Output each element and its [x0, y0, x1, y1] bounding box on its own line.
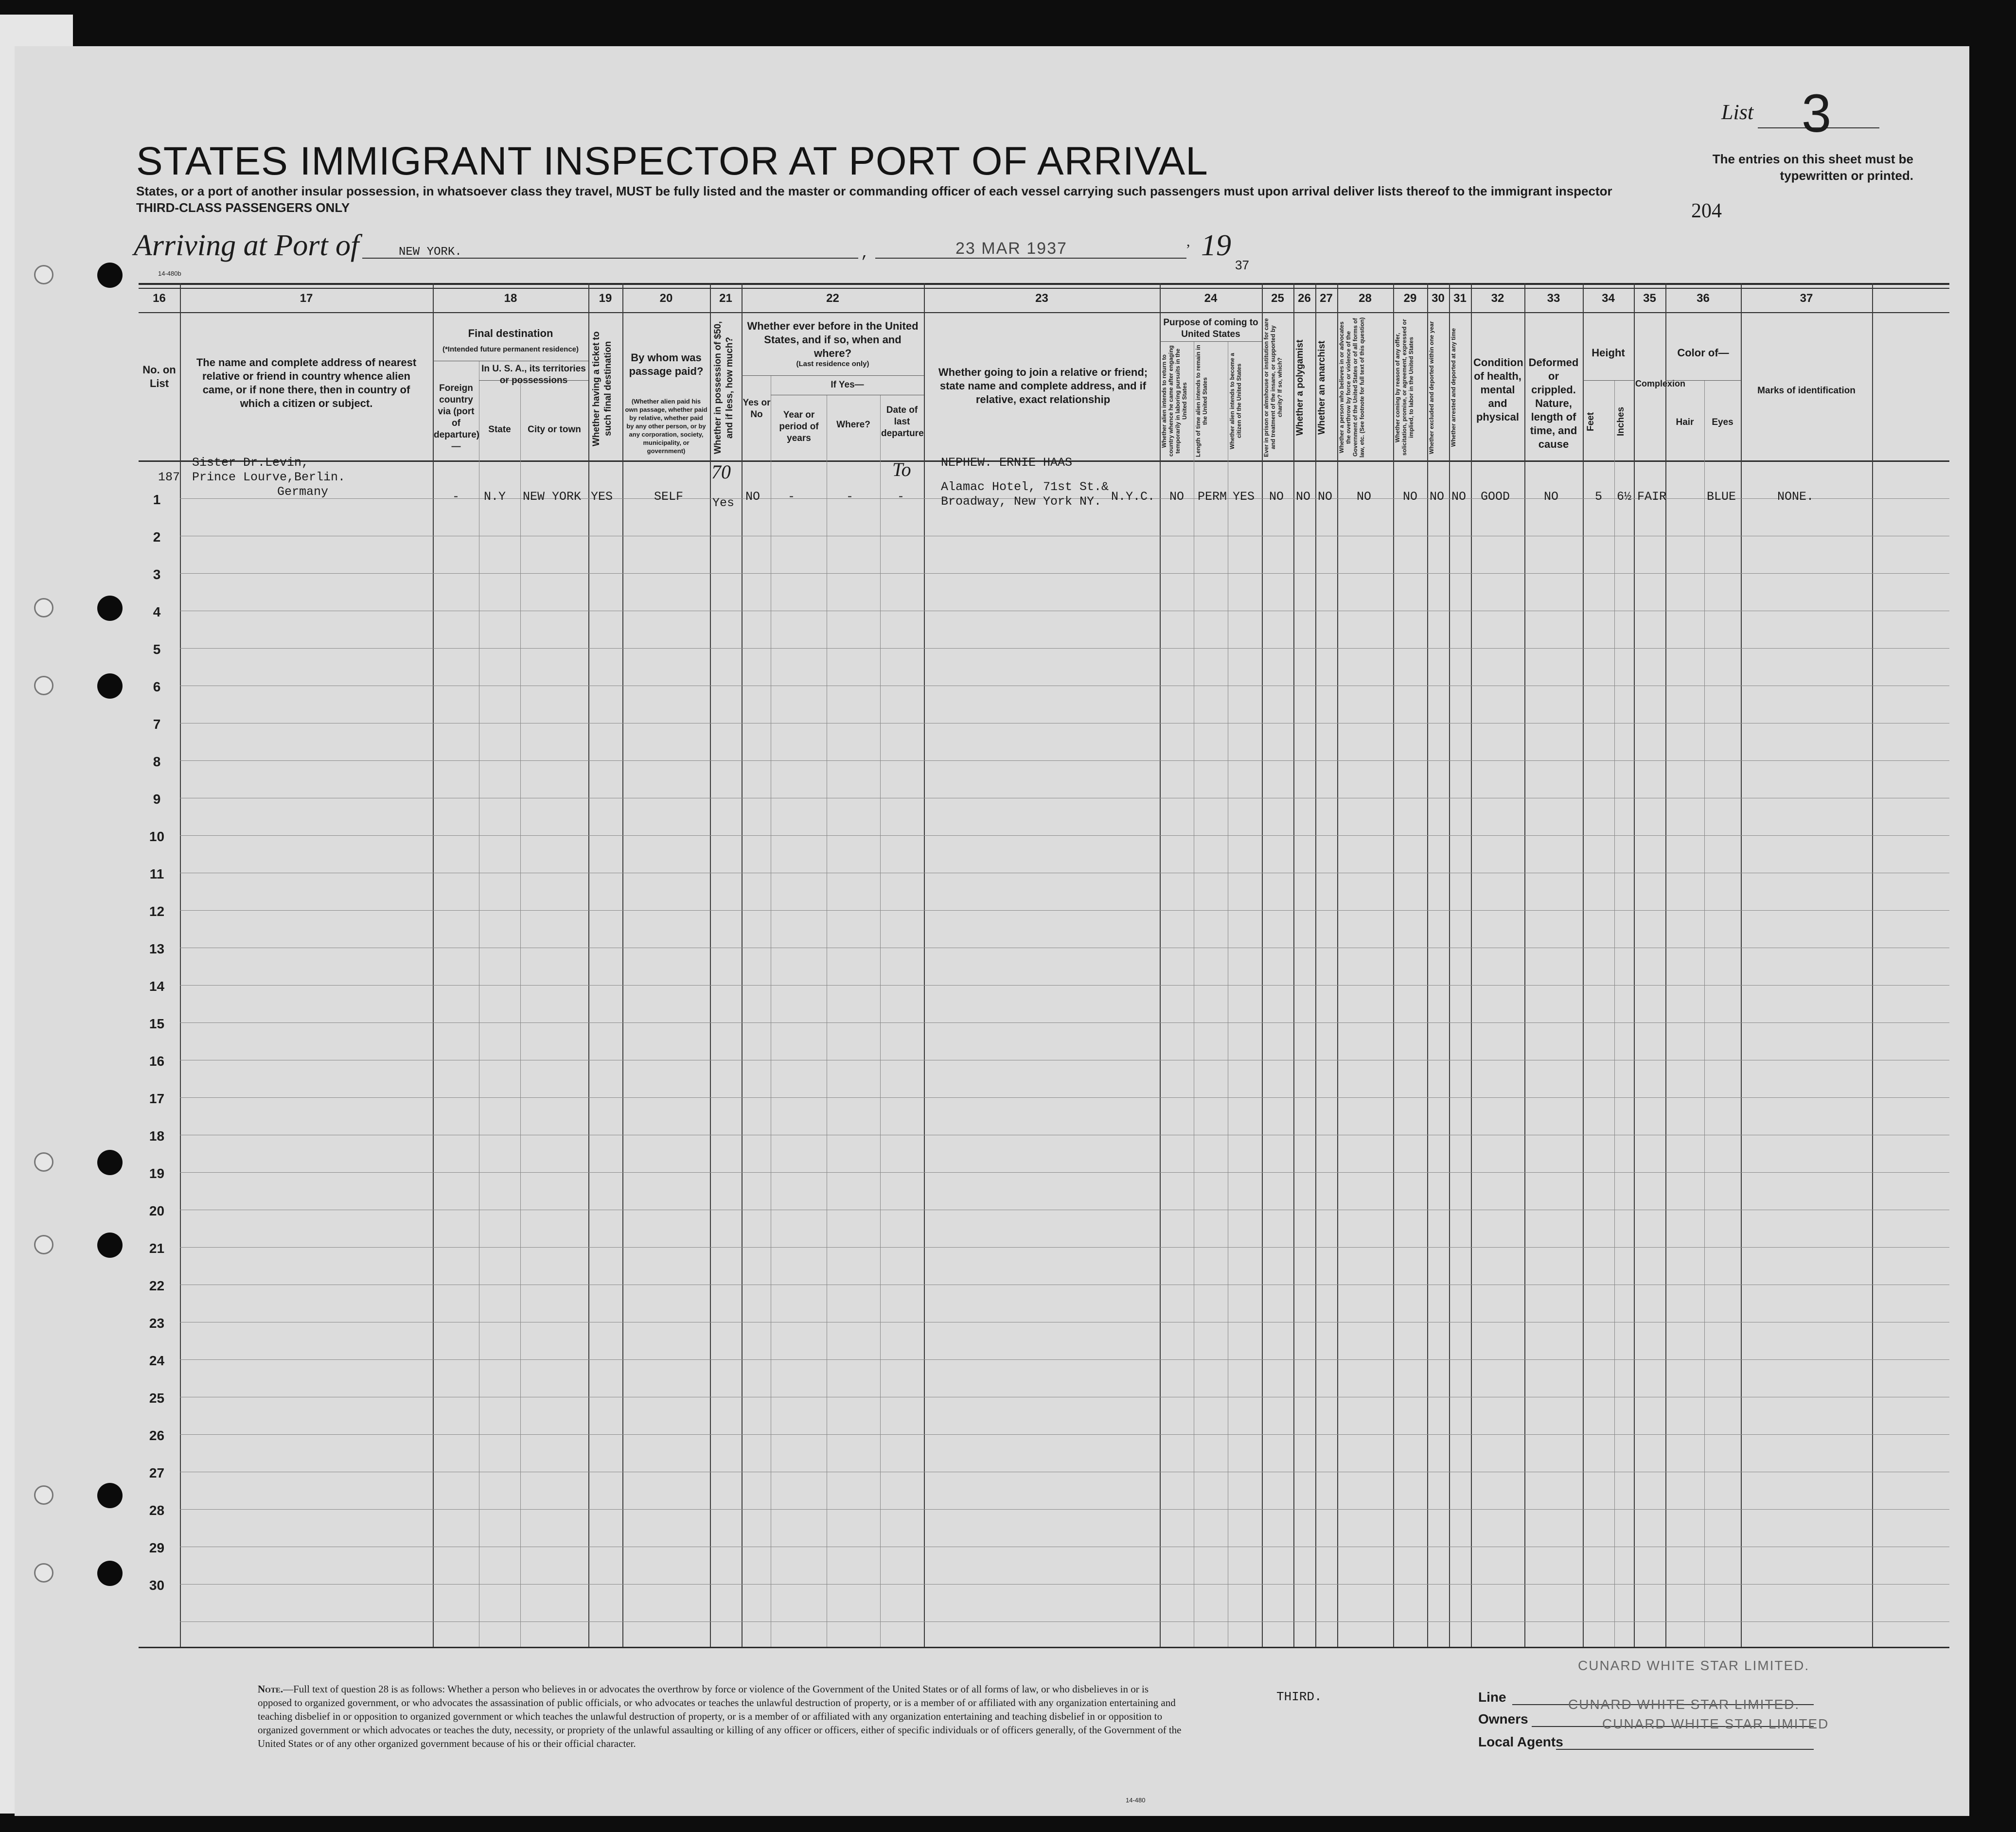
binder-hole	[34, 676, 53, 695]
header-inches: Inches	[1616, 406, 1626, 437]
row-number: 10	[149, 829, 165, 844]
header-where: Where?	[836, 420, 870, 430]
col-number: 31	[1453, 292, 1467, 305]
state-value: N.Y	[484, 490, 506, 504]
col-number: 17	[300, 292, 313, 305]
row-number: 7	[153, 717, 161, 732]
health-value: GOOD	[1481, 490, 1510, 504]
row-number: 30	[149, 1578, 165, 1593]
where-value: -	[846, 490, 854, 504]
header-length-time: Length of time alien intends to remain in the United States	[1195, 345, 1208, 457]
prison-value: NO	[1269, 490, 1284, 504]
row-number: 8	[153, 754, 161, 769]
row-number: 12	[149, 904, 165, 919]
relative-line3: Germany	[277, 485, 329, 499]
agents-label: Local Agents	[1478, 1734, 1563, 1749]
header-date-last: Date of last departure	[881, 405, 924, 439]
arriving-label: Arriving at Port of	[134, 229, 359, 262]
manifest-table	[139, 283, 1949, 1647]
header-state: State	[488, 424, 511, 435]
header-final-destination-sub: (*Intended future permanent residence)	[442, 345, 579, 353]
passage-paid-value: SELF	[654, 490, 684, 504]
row-number: 15	[149, 1016, 165, 1031]
page-number: 204	[1691, 200, 1722, 222]
entry-prefix: 187	[158, 470, 180, 484]
line-label: Line	[1478, 1690, 1506, 1705]
agents-stamp: CUNARD WHITE STAR LIMITED	[1602, 1716, 1829, 1731]
header-polygamist: Whether a polygamist	[1295, 339, 1305, 436]
header-excluded: Whether excluded and deported within one year	[1428, 321, 1435, 454]
year-prefix: 19	[1201, 229, 1231, 262]
header-if-yes: If Yes—	[831, 380, 864, 390]
row-number: 29	[149, 1540, 165, 1555]
col-number: 25	[1271, 292, 1284, 305]
row-number: 1	[153, 492, 161, 507]
col-number: 33	[1547, 292, 1560, 305]
col-number: 28	[1359, 292, 1372, 305]
port-value: NEW YORK.	[399, 246, 462, 259]
ever-before-value: NO	[745, 490, 760, 504]
footer-form-code: 14-480	[1126, 1797, 1146, 1804]
class-line: THIRD-CLASS PASSENGERS ONLY	[136, 200, 350, 215]
row-number: 21	[149, 1241, 165, 1256]
row-number: 18	[149, 1128, 165, 1144]
footnote-text: —Full text of question 28 is as follows: Whether a person who believes in or advocates the overthrow by force or violence of the Government of the United States or of all forms of law, or who disbelieves in or is opposed to organized government, or who advocates the assassination of public officials, or who advocates or teaches the unlawful destruction of property, or is a member of or affiliated with any organization entertaining and teaching disbelief in or opposition to organized government or which teaches the unlawful destruction of property, or is a member of or affiliated with any organization entertaining and teaching disbelief in or opposition to organized government or which advocates or teaches the duty, necessity, or propriety of the unlawful assaulting or killing of any officer or officers, either of specific individuals or of officers generally, of the Government of the United States or of any other organized government because of his or their official character.	[258, 1683, 1182, 1749]
eyes-value: BLUE	[1707, 490, 1736, 504]
join-extra: N.Y.C.	[1111, 490, 1155, 504]
col-number: 23	[1035, 292, 1048, 305]
date-last-value: -	[897, 490, 905, 504]
length-time-value: PERM	[1198, 490, 1227, 504]
binder-hole	[97, 673, 123, 699]
col-number: 22	[826, 292, 839, 305]
form-code: 14-480b	[158, 270, 181, 277]
binder-hole	[97, 1150, 123, 1175]
row-number: 2	[153, 529, 161, 545]
row-number: 13	[149, 941, 165, 956]
deformed-value: NO	[1544, 490, 1559, 504]
binder-hole	[97, 1233, 123, 1258]
row-number: 20	[149, 1203, 165, 1218]
header-anarchist: Whether an anarchist	[1317, 340, 1327, 435]
header-deformed: Deformed or crippled. Nature, length of time, and cause	[1528, 356, 1579, 450]
offer-value: NO	[1403, 490, 1418, 504]
binder-hole	[34, 265, 53, 284]
agents-underline	[1556, 1749, 1814, 1750]
col-number: 16	[153, 292, 166, 305]
row-number: 4	[153, 604, 161, 619]
header-relative: The name and complete address of nearest relative or friend in country whence alien came, or if none there, then in country of which a citizen or subject.	[196, 356, 417, 409]
header-year-period: Year or period of years	[779, 410, 819, 443]
col-number: 34	[1602, 292, 1615, 305]
join-line2: Alamac Hotel, 71st St.&	[941, 480, 1109, 494]
possession-value: Yes	[712, 496, 735, 510]
binder-hole	[97, 263, 123, 288]
binder-hole	[34, 1563, 53, 1583]
row-number: 26	[149, 1428, 165, 1443]
header-hair: Hair	[1676, 417, 1694, 427]
row-number: 19	[149, 1166, 165, 1181]
row-number: 24	[149, 1353, 165, 1368]
list-number: 3	[1802, 84, 1832, 143]
header-arrested: Whether arrested and deported at any time	[1450, 328, 1457, 447]
join-line1: NEPHEW. ERNIE HAAS	[941, 456, 1073, 470]
col-number: 35	[1643, 292, 1656, 305]
complexion-value: FAIR	[1637, 490, 1667, 504]
row-number: 25	[149, 1391, 165, 1406]
row-number: 6	[153, 679, 161, 694]
header-ticket: Whether having a ticket to such final destination	[591, 331, 613, 446]
header-complexion: Complexion	[1635, 379, 1686, 388]
entries-note: The entries on this sheet must be typewritten or printed.	[1712, 152, 1913, 183]
row-number: 23	[149, 1316, 165, 1331]
header-purpose: Purpose of coming to United States	[1163, 317, 1258, 339]
year-period-value: -	[788, 490, 796, 504]
header-in-usa: In U. S. A., its territories or possessions	[481, 364, 586, 386]
header-return-country: Whether alien intends to return to country whence he came after engaging temporarily in laboring pursuits in the United States	[1161, 345, 1188, 457]
page-title: STATES IMMIGRANT INSPECTOR AT PORT OF ARRIVAL	[136, 139, 1208, 183]
header-final-destination: Final destination	[468, 327, 553, 339]
header-possession-50: Whether in possession of $50, and if less, how much?	[713, 321, 735, 454]
line-stamp: CUNARD WHITE STAR LIMITED.	[1578, 1658, 1810, 1673]
header-overthrow: Whether a person who believes in or advocates the overthrow by force or violence of the Government of the United States or of all forms of law, etc. (See footnote for full text of this question)	[1338, 317, 1365, 458]
overthrow-value: NO	[1357, 490, 1372, 504]
relative-line1: Sister Dr.Levin,	[192, 456, 309, 470]
header-intends-citizen: Whether alien intends to become a citizen of the United States	[1229, 352, 1242, 449]
col-number: 30	[1432, 292, 1445, 305]
col-number: 19	[599, 292, 612, 305]
row-number: 17	[149, 1091, 165, 1106]
inches-value: 6½	[1617, 490, 1632, 504]
binder-hole	[97, 596, 123, 621]
date-stamp: 23 MAR 1937	[955, 239, 1067, 258]
binder-hole	[97, 1483, 123, 1508]
excluded-value: NO	[1430, 490, 1445, 504]
header-yes-no: Yes or No	[743, 398, 771, 420]
join-line3: Broadway, New York NY.	[941, 494, 1102, 509]
city-value: NEW YORK	[523, 490, 582, 504]
year-suffix: 37	[1235, 258, 1249, 272]
binder-hole	[97, 1561, 123, 1586]
ticket-value: YES	[591, 490, 613, 504]
binder-hole	[34, 1485, 53, 1505]
row-number: 16	[149, 1054, 165, 1069]
instruction-text: States, or a port of another insular possession, in whatsoever class they travel, MUST be fully listed and the master or commanding officer of each vessel carrying such passengers must upon arrival deliver lists thereof to the immigrant inspector	[136, 184, 1612, 198]
header-prison: Ever in prison or almshouse or institution for care and treatment of the insane, or supported by charity? If so, which?	[1263, 318, 1283, 457]
list-label: List	[1721, 100, 1754, 124]
col-number: 20	[659, 292, 673, 305]
polygamist-value: NO	[1296, 490, 1311, 504]
arrested-value: NO	[1451, 490, 1467, 504]
header-marks: Marks of identification	[1757, 386, 1856, 396]
col-number: 36	[1697, 292, 1710, 305]
row-number: 3	[153, 567, 161, 582]
marks-value: NONE.	[1777, 490, 1814, 504]
header-height: Height	[1592, 347, 1625, 359]
owners-stamp: CUNARD WHITE STAR LIMITED.	[1568, 1697, 1800, 1712]
header-offer-labor: Whether coming by reason of any offer, solicitation, promise, or agreement, expressed or implied, to labor in the United States	[1394, 319, 1415, 456]
binder-hole	[34, 1235, 53, 1254]
row-number: 5	[153, 642, 161, 657]
col-number: 18	[504, 292, 517, 305]
date-handwritten: To	[892, 458, 911, 480]
col-number: 29	[1403, 292, 1417, 305]
header-no-on-list: No. on List	[142, 364, 176, 389]
footnote-label: Note.	[258, 1683, 283, 1695]
anarchist-value: NO	[1318, 490, 1333, 504]
possession-handwritten: 70	[711, 461, 731, 483]
relative-line2: Prince Lourve,Berlin.	[192, 470, 346, 484]
row-number: 27	[149, 1465, 165, 1480]
header-color-of: Color of—	[1677, 347, 1729, 359]
binder-hole	[34, 598, 53, 617]
owners-label: Owners	[1478, 1711, 1528, 1726]
col-number: 26	[1298, 292, 1311, 305]
row-number: 9	[153, 792, 161, 807]
header-ever-before-sub: (Last residence only)	[796, 360, 869, 368]
header-join-relative: Whether going to join a relative or friend; state name and complete address, and if relative, exact relationship	[938, 366, 1148, 405]
col-number: 32	[1491, 292, 1504, 305]
row-number: 28	[149, 1503, 165, 1518]
header-health: Condition of health, mental and physical	[1473, 356, 1523, 423]
row-number: 11	[149, 866, 164, 881]
citizen-value: YES	[1233, 490, 1255, 504]
header-eyes: Eyes	[1712, 417, 1733, 427]
col-number: 24	[1204, 292, 1218, 305]
binder-hole	[34, 1152, 53, 1172]
col-number: 21	[719, 292, 732, 305]
footer-class: THIRD.	[1276, 1690, 1322, 1704]
col-number: 37	[1800, 292, 1813, 305]
foreign-country-value: -	[452, 490, 460, 504]
row-number: 22	[149, 1278, 165, 1293]
footnote	[258, 1682, 1182, 1750]
header-city: City or town	[528, 424, 581, 435]
header-ever-before: Whether ever before in the United States, and if so, when and where?	[747, 320, 919, 359]
col-number: 27	[1320, 292, 1333, 305]
header-feet: Feet	[1586, 412, 1596, 431]
header-foreign-country: Foreign country via (port of departure)—	[434, 383, 479, 452]
feet-value: 5	[1595, 490, 1603, 504]
header-passage-paid: By whom was passage paid?	[629, 352, 704, 377]
return-country-value: NO	[1169, 490, 1185, 504]
arriving-line	[134, 229, 359, 263]
header-passage-sub: (Whether alien paid his own passage, whether paid by relative, whether paid by any other person, or by any corporation, society, municipality, or government)	[625, 398, 707, 455]
row-number: 14	[149, 979, 165, 994]
